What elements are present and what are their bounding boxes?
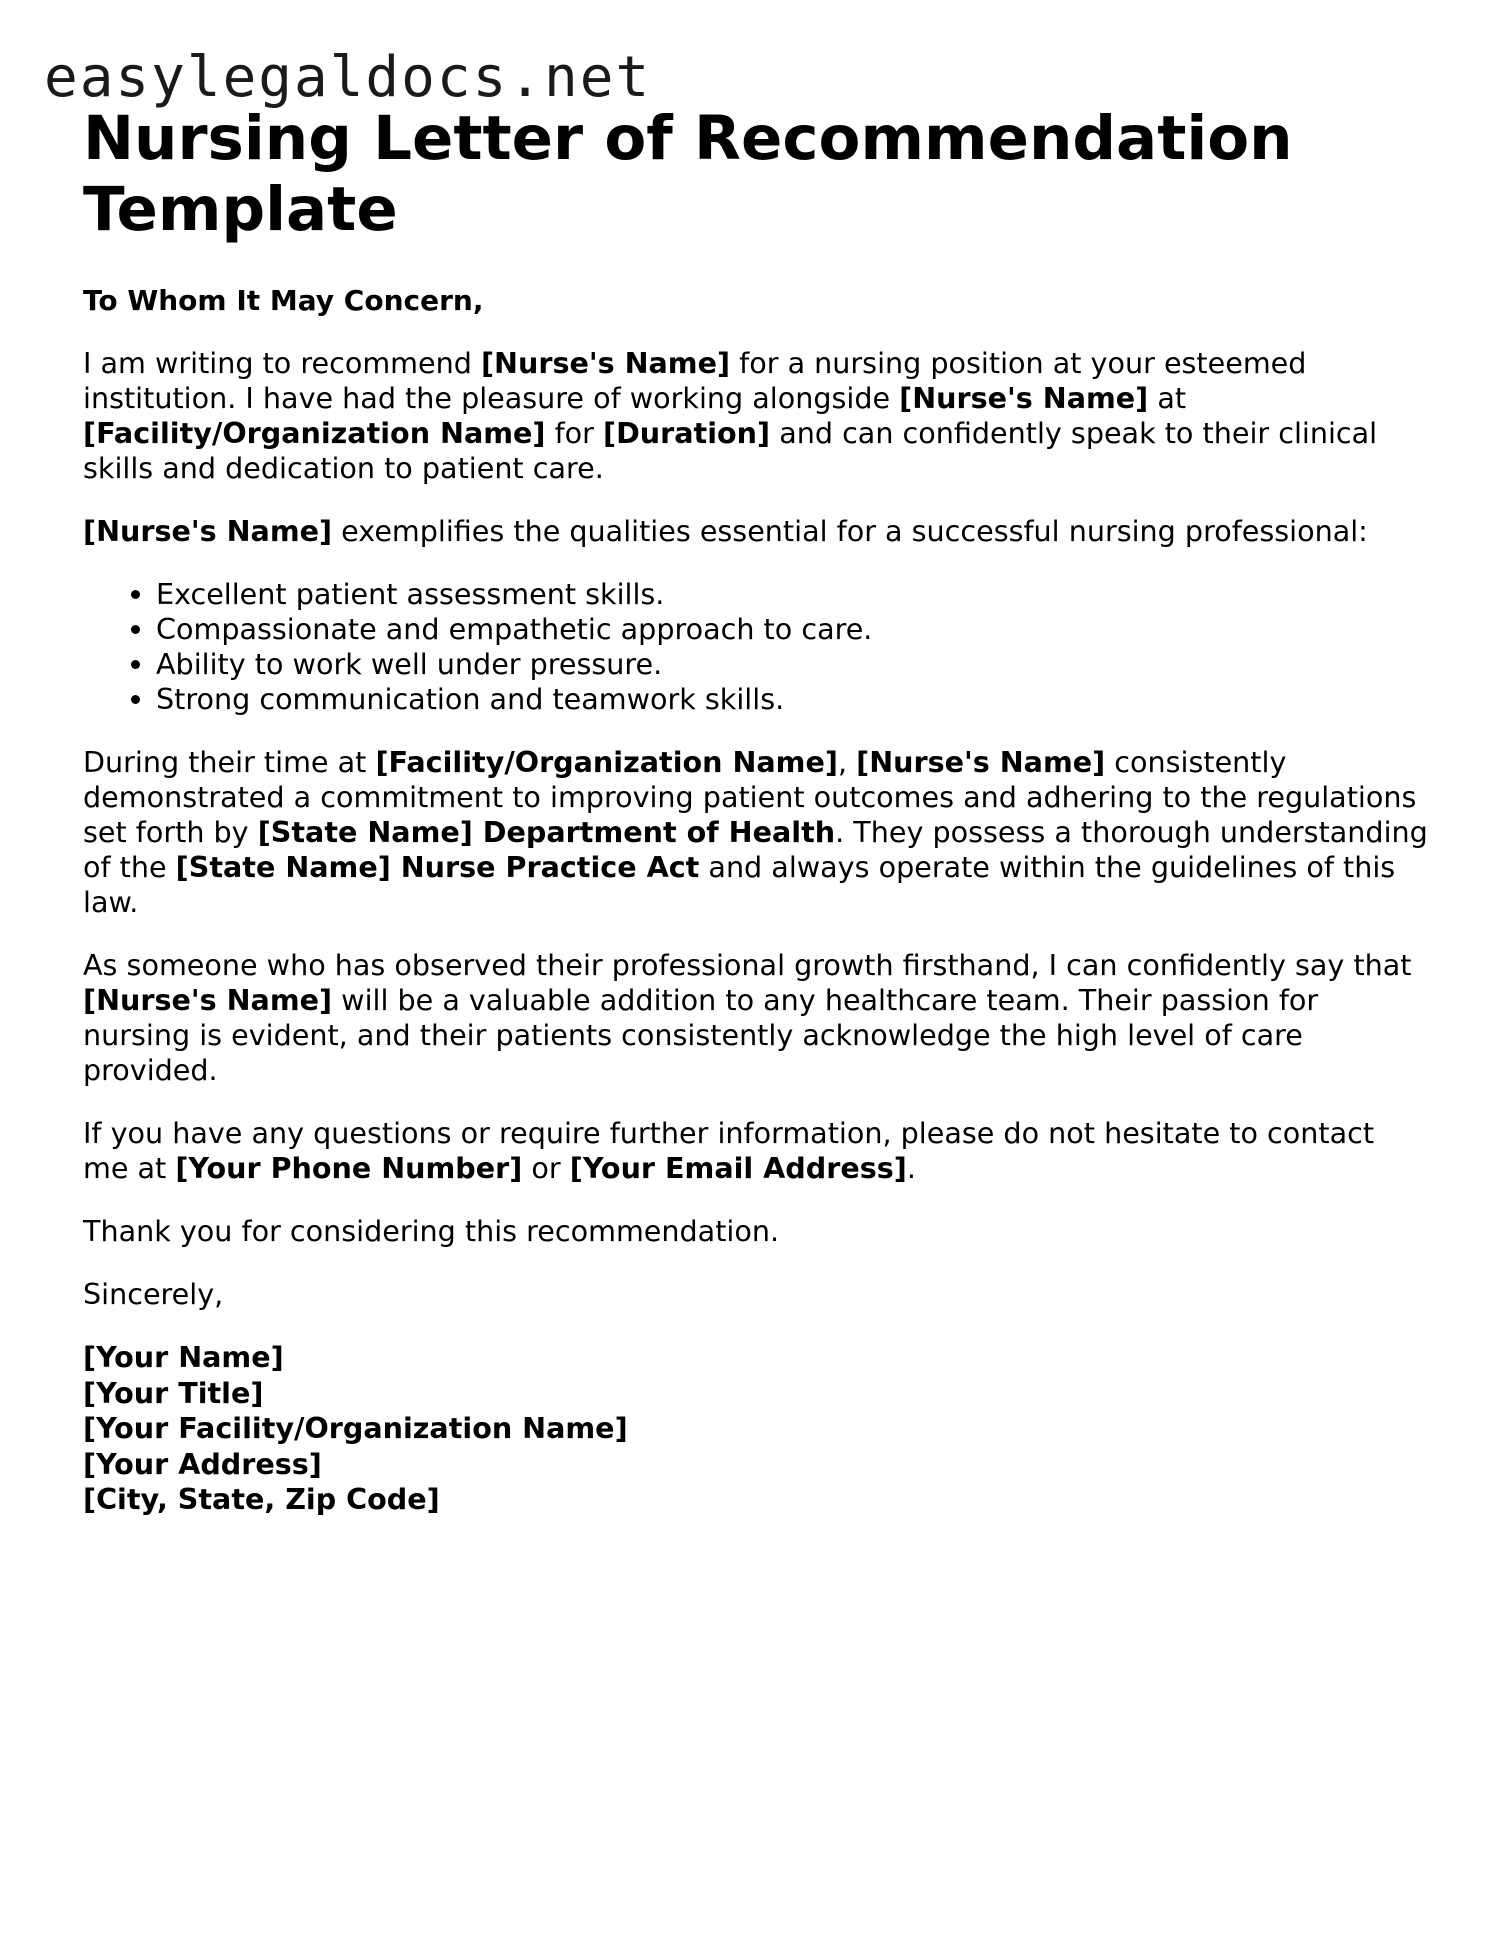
letter-document	[83, 103, 1428, 1518]
text-segment: If you have any questions or require further information, please do not hesitate to contact me at	[83, 1116, 1375, 1185]
experience-paragraph	[83, 745, 1428, 920]
placeholder-email-address: [Your Email Address]	[569, 1151, 907, 1185]
watermark: easylegaldocs.net	[44, 45, 652, 110]
placeholder-health-department: [State Name] Department of Health	[257, 815, 836, 849]
contact-paragraph	[83, 1116, 1428, 1186]
placeholder-facility-name: [Facility/Organization Name]	[83, 416, 546, 450]
text-segment: exemplifies the qualities essential for a successful nursing professional:	[332, 514, 1368, 548]
placeholder-nurse-name: [Nurse's Name]	[83, 983, 333, 1017]
document-title: Nursing Letter of Recommendation Template	[83, 103, 1293, 245]
list-item: • Excellent patient assessment skills.	[156, 577, 1428, 612]
text-segment: and always operate within the guidelines of this law.	[83, 850, 1396, 919]
signature-address: [Your Address]	[83, 1446, 322, 1481]
text-segment: at	[1148, 381, 1187, 415]
signature-organization: [Your Facility/Organization Name]	[83, 1411, 628, 1445]
text-segment: During their time at	[83, 745, 376, 779]
signature-name: [Your Name]	[83, 1340, 284, 1374]
placeholder-duration: [Duration]	[603, 416, 771, 450]
qualities-intro-paragraph	[83, 514, 1428, 549]
text-segment: I am writing to recommend	[83, 346, 481, 380]
text-segment: . They possess a thorough understanding of the	[83, 815, 1428, 884]
list-item: • Compassionate and empathetic approach to care.	[156, 612, 1428, 647]
text-segment: .	[906, 1151, 916, 1185]
text-segment: and can confidently speak to their clinical skills and dedication to patient care.	[83, 416, 1378, 485]
salutation: To Whom It May Concern,	[83, 284, 484, 317]
list-item: • Ability to work well under pressure.	[156, 647, 1428, 682]
intro-paragraph	[83, 346, 1428, 486]
placeholder-phone-number: [Your Phone Number]	[175, 1151, 523, 1185]
signature-block	[83, 1340, 1428, 1518]
text-segment: ,	[837, 745, 857, 779]
placeholder-nurse-name: [Nurse's Name]	[899, 381, 1149, 415]
text-segment: for a nursing position at your esteemed institution. I have had the pleasure of working alongside	[83, 346, 1307, 415]
placeholder-facility-name: [Facility/Organization Name]	[375, 745, 838, 779]
text-segment: will be a valuable addition to any healthcare team. Their passion for nursing is evident, and their patients consistently acknowledge the high level of care provided.	[83, 983, 1319, 1087]
closing: Sincerely,	[83, 1277, 224, 1311]
endorsement-paragraph	[83, 948, 1428, 1088]
text-segment: or	[522, 1151, 570, 1185]
qualities-list	[83, 577, 1428, 717]
signature-city-state-zip: [City, State, Zip Code]	[83, 1482, 440, 1516]
text-segment: As someone who has observed their professional growth firsthand, I can confidently say that	[83, 948, 1412, 982]
text-segment: consistently demonstrated a commitment to improving patient outcomes and adhering to the regulations set forth by	[83, 745, 1417, 849]
placeholder-practice-act: [State Name] Nurse Practice Act	[175, 850, 700, 884]
text-segment: for	[545, 416, 603, 450]
list-item: • Strong communication and teamwork skills.	[156, 682, 1428, 717]
placeholder-nurse-name: [Nurse's Name]	[83, 514, 333, 548]
placeholder-nurse-name: [Nurse's Name]	[480, 346, 731, 380]
placeholder-nurse-name: [Nurse's Name]	[856, 745, 1106, 779]
thanks-paragraph: Thank you for considering this recommendation.	[83, 1214, 780, 1248]
signature-title: [Your Title]	[83, 1375, 264, 1410]
